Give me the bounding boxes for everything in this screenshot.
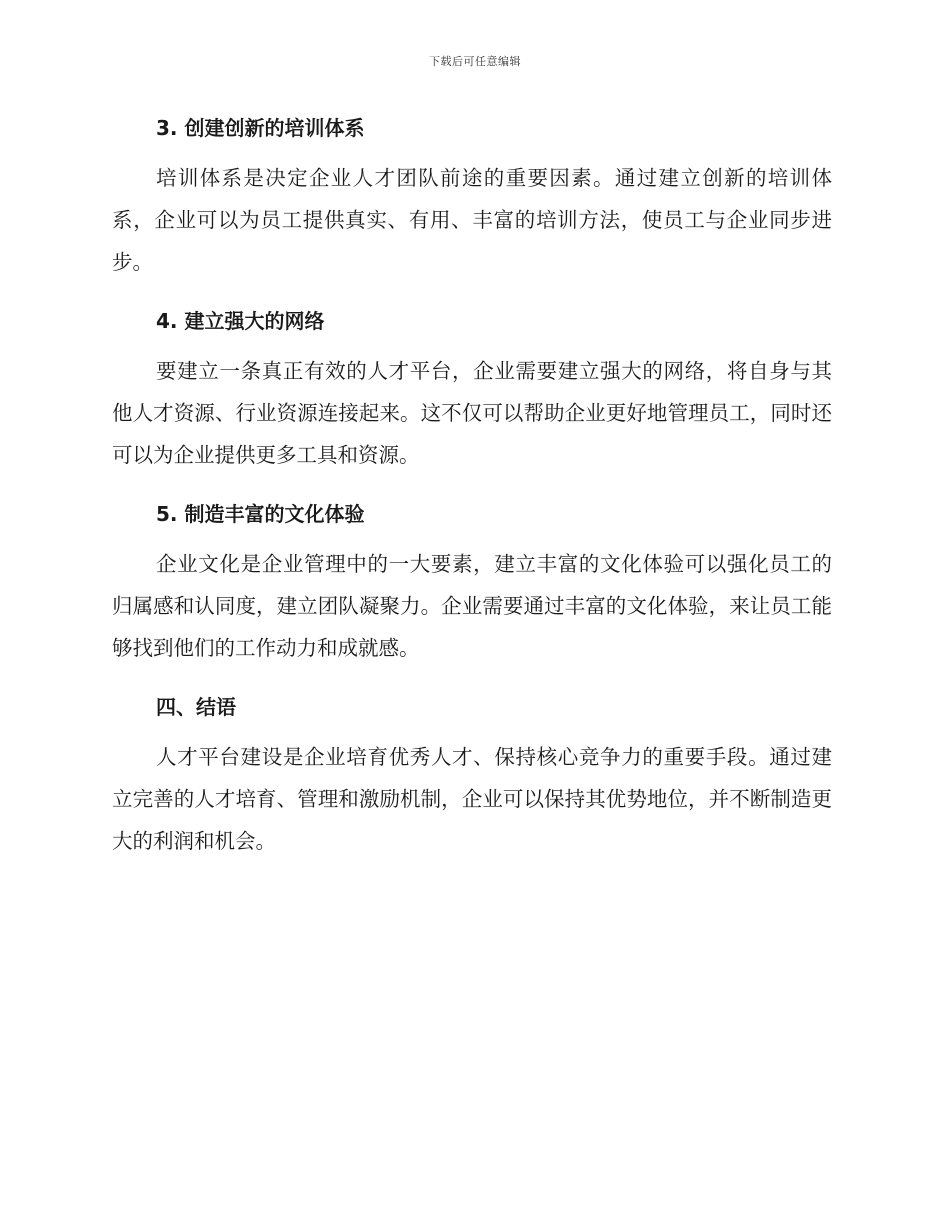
section-paragraph-network: 要建立一条真正有效的人才平台，企业需要建立强大的网络，将自身与其他人才资源、行业资源连接起来。这不仅可以帮助企业更好地管理员工，同时还可以为企业提供更多工具和资源。: [112, 359, 832, 467]
section-heading-conclusion: 四、结语: [156, 695, 236, 719]
section-heading-network: 4. 建立强大的网络: [156, 309, 325, 333]
page-header-note: 下载后可任意编辑: [429, 55, 521, 68]
document-body: [112, 110, 832, 862]
section-paragraph-training-system: 培训体系是决定企业人才团队前途的重要因素。通过建立创新的培训体系，企业可以为员工提供真实、有用、丰富的培训方法，使员工与企业同步进步。: [112, 166, 832, 274]
section-paragraph-conclusion: 人才平台建设是企业培育优秀人才、保持核心竞争力的重要手段。通过建立完善的人才培育、管理和激励机制，企业可以保持其优势地位，并不断制造更大的利润和机会。: [112, 745, 832, 853]
section-paragraph-culture: 企业文化是企业管理中的一大要素，建立丰富的文化体验可以强化员工的归属感和认同度，建立团队凝聚力。企业需要通过丰富的文化体验，来让员工能够找到他们的工作动力和成就感。: [112, 552, 832, 660]
section-heading-training-system: 3. 创建创新的培训体系: [156, 116, 365, 140]
section-heading-culture: 5. 制造丰富的文化体验: [156, 502, 365, 526]
